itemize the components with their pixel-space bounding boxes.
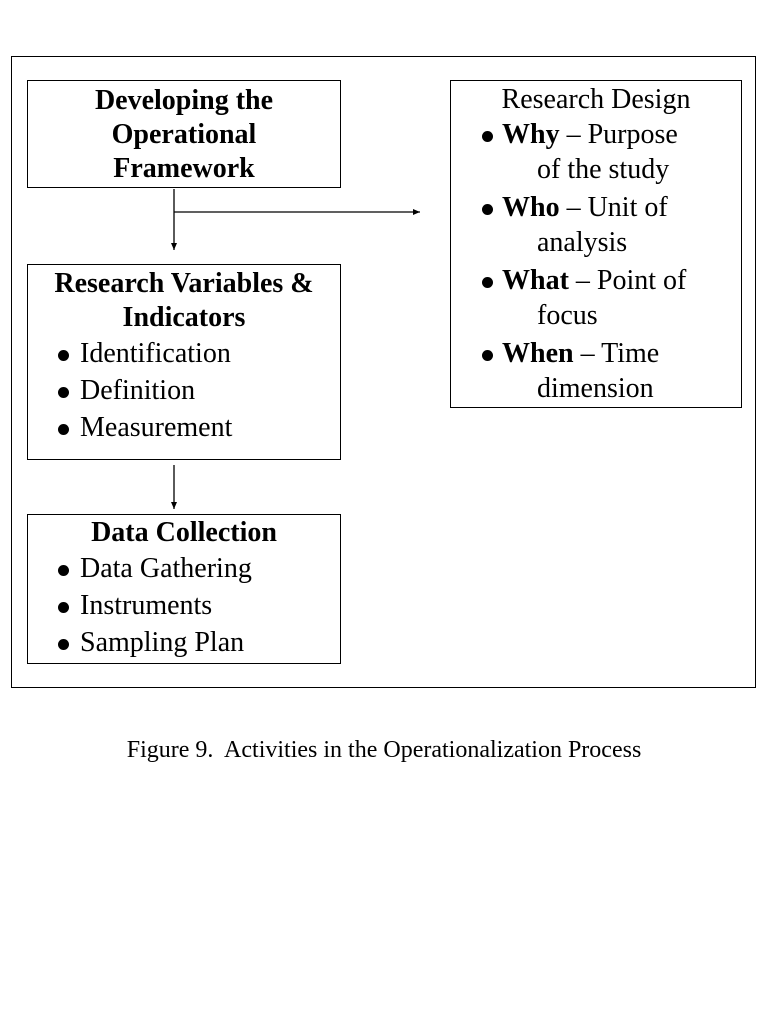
bullet-icon [482, 350, 493, 361]
research-design-list [451, 117, 741, 406]
list-item: Why – Purpose of the study [451, 117, 741, 187]
bullet-icon [482, 277, 493, 288]
bullet-icon [58, 565, 69, 576]
list-item: Sampling Plan [28, 624, 340, 661]
framework-box [27, 80, 341, 188]
figure-caption: Figure 9. Activities in the Operationalization Process [126, 737, 642, 763]
bullet-icon [482, 131, 493, 142]
framework-title: Developing the Operational Framework [94, 85, 274, 184]
data-collection-list [28, 550, 340, 661]
variables-list [28, 335, 340, 446]
data-collection-box [27, 514, 341, 664]
list-item: Instruments [28, 587, 340, 624]
list-item: Measurement [28, 409, 340, 446]
bullet-icon [58, 424, 69, 435]
bullet-icon [482, 204, 493, 215]
list-item: Definition [28, 372, 340, 409]
bullet-icon [58, 350, 69, 361]
research-design-box [450, 80, 742, 408]
variables-title: Research Variables & Indicators [54, 268, 314, 333]
bullet-icon [58, 639, 69, 650]
bullet-icon [58, 387, 69, 398]
research-design-title: Research Design [501, 84, 691, 115]
list-item: When – Time dimension [451, 336, 741, 406]
list-item: Identification [28, 335, 340, 372]
data-collection-title: Data Collection [91, 517, 277, 548]
bullet-icon [58, 602, 69, 613]
list-item: Data Gathering [28, 550, 340, 587]
variables-box [27, 264, 341, 460]
list-item: What – Point of focus [451, 263, 741, 333]
list-item: Who – Unit of analysis [451, 190, 741, 260]
